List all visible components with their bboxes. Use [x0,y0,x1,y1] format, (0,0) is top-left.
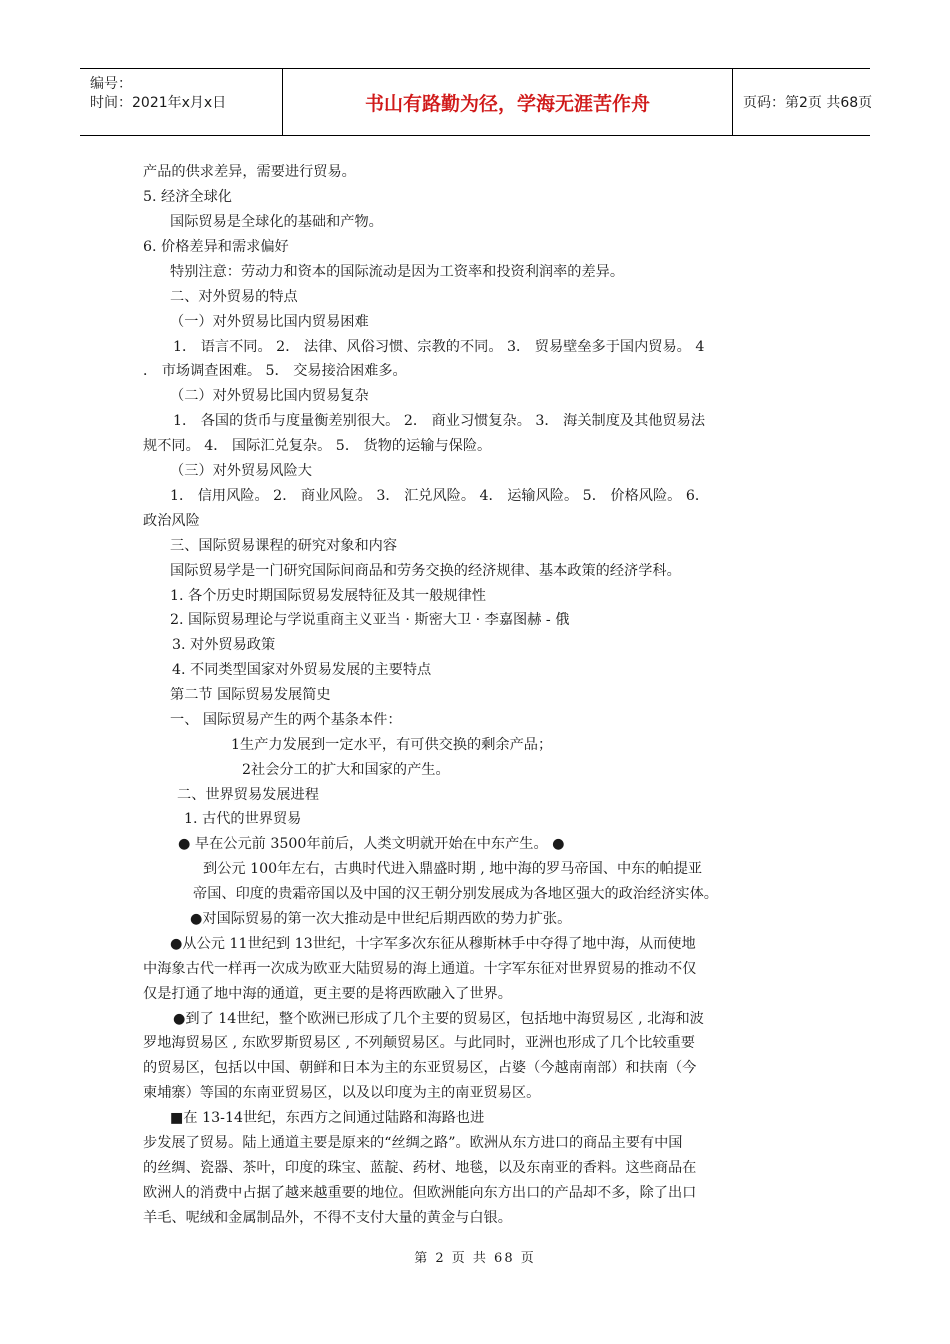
body-line: 羊毛、呢绒和金属制品外，不得不支付大量的黄金与白银。 [143,1210,512,1226]
body-line: 仅是打通了地中海的通道，更主要的是将西欧融入了世界。 [143,986,512,1002]
body-line: 产品的供求差异，需要进行贸易。 [143,164,356,180]
list-item: 1. 各个历史时期国际贸易发展特征及其一般规律性 [170,588,486,604]
body-line: 中海象古代一样再一次成为欧亚大陆贸易的海上通道。十字军东征对世界贸易的推动不仅 [143,961,697,977]
document-date-label: 时间：2021年x月x日 [90,95,227,111]
body-line: 1． 语言不同。 2． 法律、风俗习惯、宗教的不同。 3． 贸易壁垒多于国内贸易。 4 [173,339,705,355]
bullet-line: ● 早在公元前 3500年前后，人类文明就开始在中东产生。 ● [178,836,565,852]
section-heading: 二、对外贸易的特点 [170,289,298,305]
body-line: ． 市场调查困难。 5． 交易接洽困难多。 [143,363,407,379]
header-page-code: 页码：第2页 共68页 [743,95,873,111]
body-line: 步发展了贸易。陆上通道主要是原来的“丝绸之路”。欧洲从东方进口的商品主要有中国 [143,1135,683,1151]
subsection-heading: （二）对外贸易比国内贸易复杂 [170,388,369,404]
header-motto: 书山有路勤为径，学海无涯苦作舟 [283,69,733,135]
bullet-line: ●从公元 11世纪到 13世纪，十字军多次东征从穆斯林手中夺得了地中海，从而使地 [170,936,696,952]
body-line: 1． 信用风险。 2． 商业风险。 3． 汇兑风险。 4． 运输风险。 5． 价格风险。 6． [170,488,710,504]
list-item: 1生产力发展到一定水平，有可供交换的剩余产品； [231,737,553,753]
bullet-line: ●到了 14世纪，整个欧洲已形成了几个主要的贸易区，包括地中海贸易区 , 北海和波 [173,1011,704,1027]
body-line: 特别注意：劳动力和资本的国际流动是因为工资率和投资利润率的差异。 [170,264,625,280]
list-item: 2社会分工的扩大和国家的产生。 [242,762,450,778]
list-item: 2. 国际贸易理论与学说重商主义亚当 · 斯密大卫 · 李嘉图赫 - 俄 [170,612,570,628]
subsection-heading: 1. 古代的世界贸易 [184,811,302,827]
body-line: 帝国、印度的贵霜帝国以及中国的汉王朝分别发展成为各地区强大的政治经济实体。 [193,886,718,902]
body-line: 的丝绸、瓷器、茶叶，印度的珠宝、蓝靛、药材、地毯，以及东南亚的香料。这些商品在 [143,1160,697,1176]
header-meta-cell [80,69,283,135]
bullet-line: ■在 13-14世纪，东西方之间通过陆路和海路也进 [170,1110,485,1126]
body-line: 罗地海贸易区 , 东欧罗斯贸易区 , 不列颠贸易区。与此同时，亚洲也形成了几个比较重要 [143,1035,695,1051]
body-line: 政治风险 [143,513,200,529]
body-line: 1． 各国的货币与度量衡差别很大。 2． 商业习惯复杂。 3． 海关制度及其他贸易法 [173,413,706,429]
list-item: 3. 对外贸易政策 [172,637,276,653]
subsection-heading: （三）对外贸易风险大 [170,463,312,479]
body-line: 国际贸易是全球化的基础和产物。 [170,214,383,230]
body-line: 柬埔寨）等国的东南亚贸易区，以及以印度为主的南亚贸易区。 [143,1085,541,1101]
section-heading: 一、 国际贸易产生的两个基条本件： [170,712,402,728]
body-line: 到公元 100年左右，古典时代进入鼎盛时期 , 地中海的罗马帝国、中东的帕提亚 [203,861,703,877]
page-footer: 第 2 页 共 68 页 [414,1251,536,1266]
body-line: 国际贸易学是一门研究国际间商品和劳务交换的经济规律、基本政策的经济学科。 [170,563,681,579]
subsection-heading: （一）对外贸易比国内贸易困难 [170,314,369,330]
body-line: 6. 价格差异和需求偏好 [143,239,289,255]
body-line: 5. 经济全球化 [143,189,232,205]
body-line: 的贸易区，包括以中国、朝鲜和日本为主的东亚贸易区，占婆（今越南南部）和扶南（今 [143,1060,697,1076]
section-heading: 三、国际贸易课程的研究对象和内容 [170,538,398,554]
body-line: 欧洲人的消费中占据了越来越重要的地位。但欧洲能向东方出口的产品却不多，除了出口 [143,1185,697,1201]
bullet-line: ●对国际贸易的第一次大推动是中世纪后期西欧的势力扩张。 [190,911,572,927]
body-line: 规不同。 4． 国际汇兑复杂。 5． 货物的运输与保险。 [143,438,492,454]
chapter-heading: 第二节 国际贸易发展简史 [170,687,331,703]
header-table [80,68,873,136]
section-heading: 二、世界贸易发展进程 [177,787,319,803]
document-number-label: 编号： [90,76,132,92]
list-item: 4. 不同类型国家对外贸易发展的主要特点 [172,662,432,678]
